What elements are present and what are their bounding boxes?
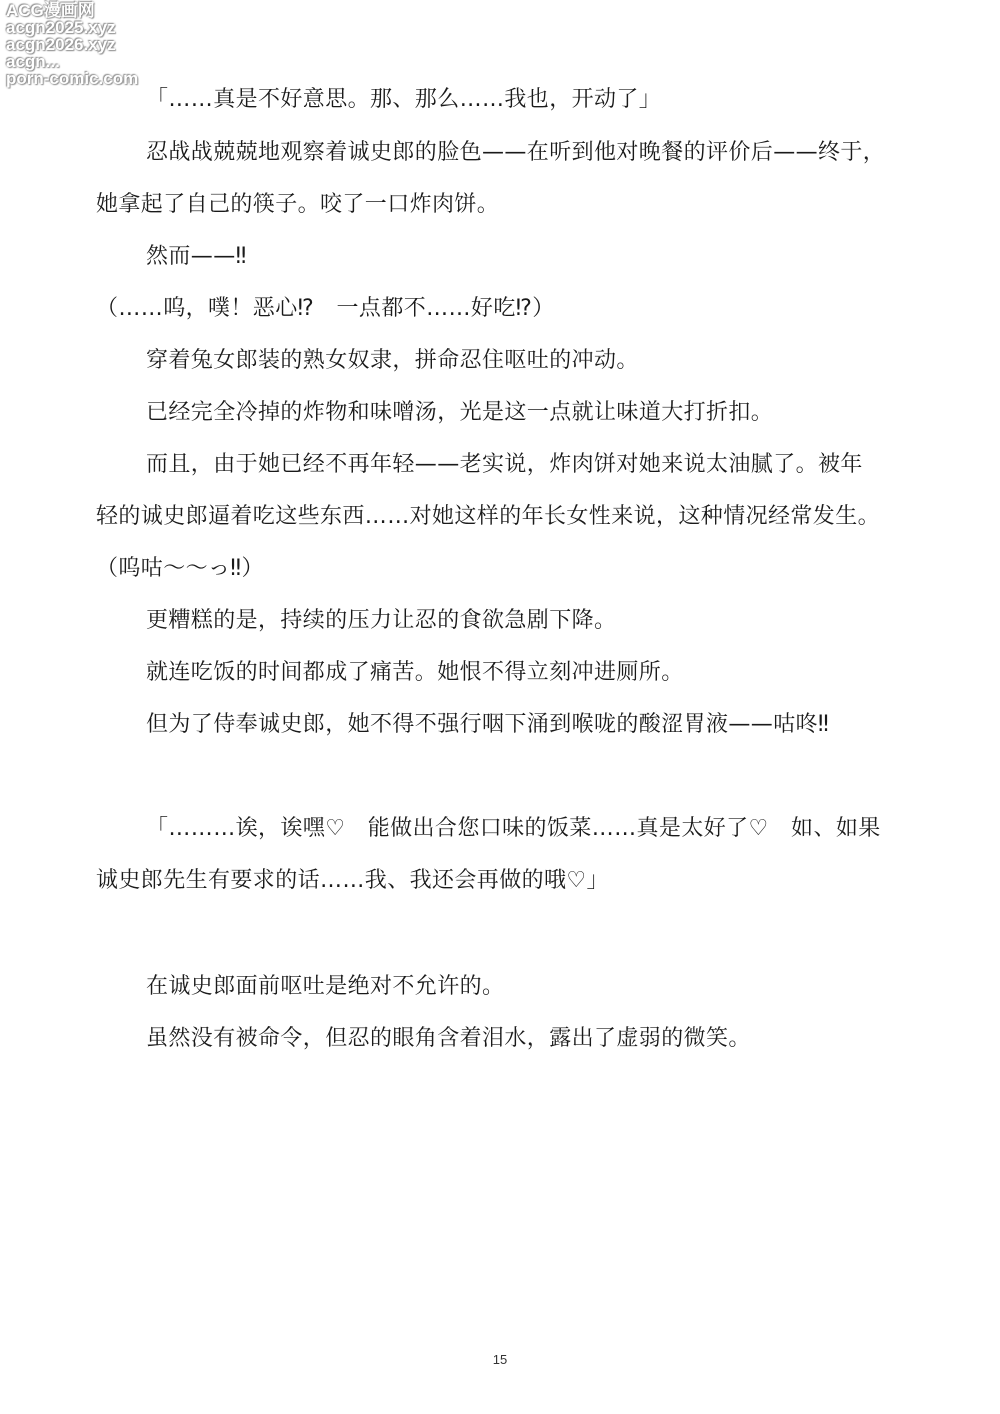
thought-line: （……呜，噗！恶心⁉ 一点都不……好吃⁉） — [96, 296, 555, 321]
paragraph-line: 更糟糕的是，持续的压力让忍的食欲急剧下降。 — [146, 608, 617, 633]
thought-line: （呜咕～～っ‼） — [96, 556, 264, 581]
paragraph-line: 轻的诚史郎逼着吃这些东西……对她这样的年长女性来说，这种情况经常发生。 — [96, 504, 881, 529]
dialogue-line: 「………诶，诶嘿♡ 能做出合您口味的饭菜……真是太好了♡ 如、如果 — [146, 816, 881, 841]
paragraph-line: 就连吃饭的时间都成了痛苦。她恨不得立刻冲进厕所。 — [146, 660, 684, 685]
paragraph-line: 穿着兔女郎装的熟女奴隶，拼命忍住呕吐的冲动。 — [146, 348, 639, 373]
site-watermark — [6, 2, 138, 87]
paragraph-line: 她拿起了自己的筷子。咬了一口炸肉饼。 — [96, 192, 500, 217]
dialogue-line: 诚史郎先生有要求的话……我、我还会再做的哦♡」 — [96, 868, 609, 893]
paragraph-line: 然而——‼ — [146, 244, 247, 269]
paragraph-line: 但为了侍奉诚史郎，她不得不强行咽下涌到喉咙的酸涩胃液——咕咚‼ — [146, 712, 830, 737]
watermark-line: porn-comic.com — [6, 69, 139, 88]
paragraph-line: 已经完全冷掉的炸物和味噌汤，光是这一点就让味道大打折扣。 — [146, 400, 774, 425]
paragraph-line: 忍战战兢兢地观察着诚史郎的脸色——在听到他对晚餐的评价后——终于， — [146, 140, 886, 165]
watermark-line: acgn... — [6, 52, 60, 71]
page-number: 15 — [492, 1352, 508, 1367]
dialogue-line: 「……真是不好意思。那、那么……我也，开动了」 — [146, 87, 662, 112]
watermark-line: acgn2026.xyz — [6, 35, 116, 54]
watermark-line: acgn2025.xyz — [6, 18, 116, 37]
paragraph-line: 虽然没有被命令，但忍的眼角含着泪水，露出了虚弱的微笑。 — [146, 1026, 751, 1051]
paragraph-line: 在诚史郎面前呕吐是绝对不允许的。 — [146, 974, 505, 999]
watermark-line: ACG漫画网 — [6, 1, 95, 20]
paragraph-line: 而且，由于她已经不再年轻——老实说，炸肉饼对她来说太油腻了。被年 — [146, 452, 863, 477]
